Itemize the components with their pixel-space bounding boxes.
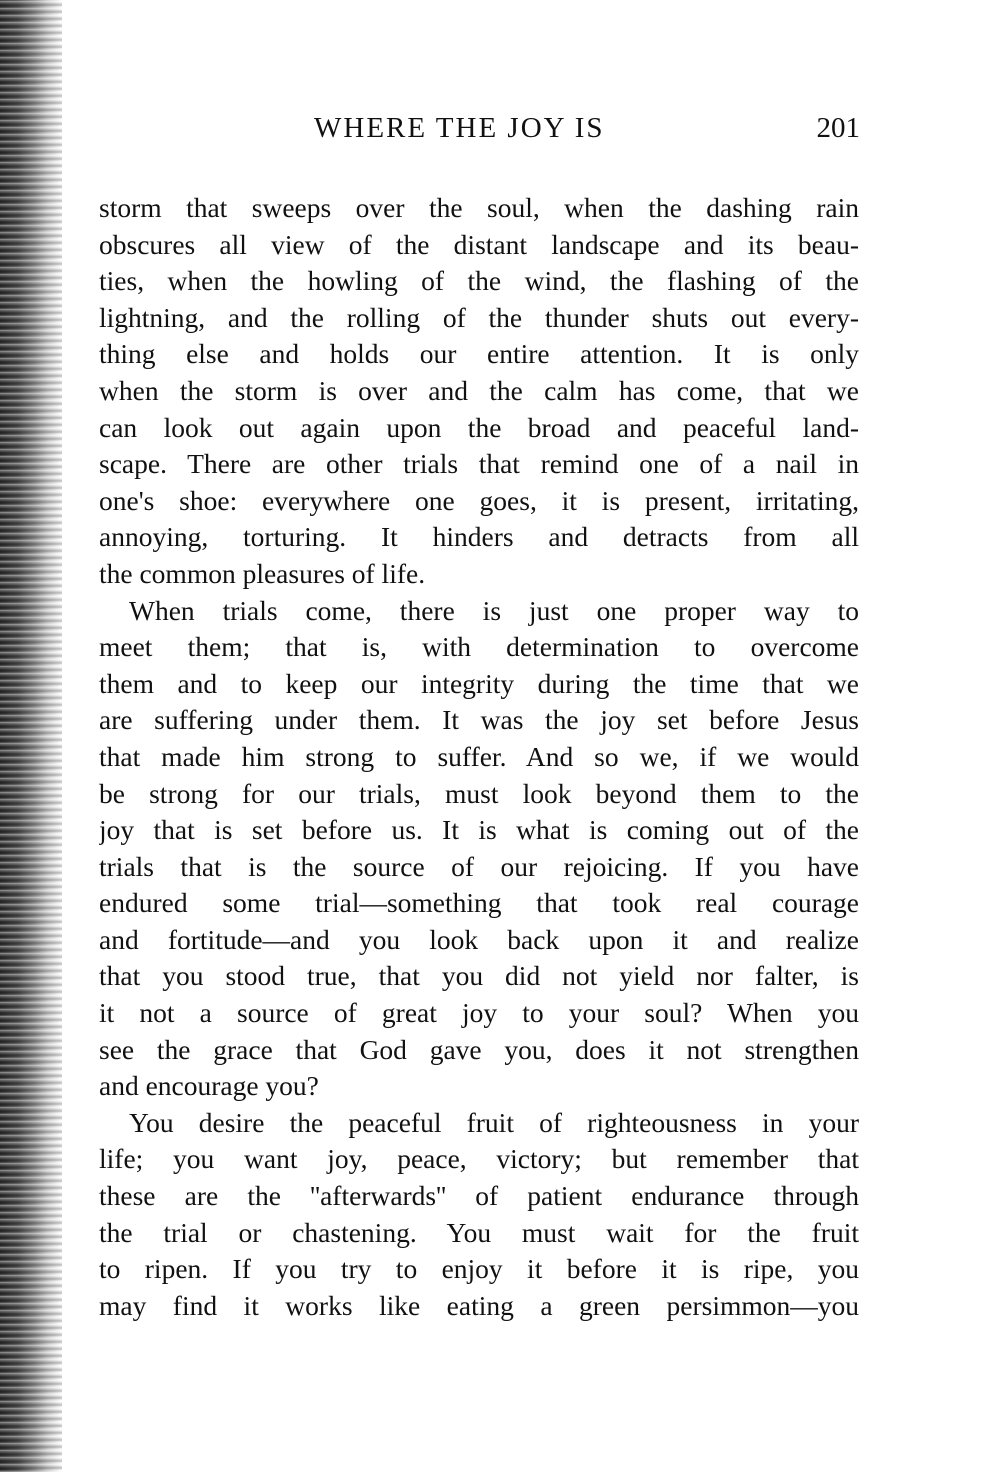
text-line: are suffering under them. It was the joy set before Jesus [99,704,859,736]
text-line: annoying, torturing. It hinders and detracts from all [99,521,859,553]
page-number: 201 [816,112,860,144]
text-line: these are the ''afterwards'' of patient endurance through [99,1180,859,1212]
text-line: can look out again upon the broad and peaceful land- [99,411,859,443]
text-line: lightning, and the rolling of the thunder shuts out every- [99,301,859,333]
text-line: joy that is set before us. It is what is coming out of the [99,814,859,846]
text-line: and encourage you? [99,1070,319,1102]
text-line: thing else and holds our entire attention. It is only [99,338,859,370]
text-line: that you stood true, that you did not yield nor falter, is [99,960,859,992]
text-line: scape. There are other trials that remind one of a nail in [99,448,859,480]
text-line: may find it works like eating a green persimmon—you [99,1289,859,1321]
running-title: WHERE THE JOY IS [314,112,605,144]
text-line: storm that sweeps over the soul, when the dashing rain [99,192,859,223]
page-header [100,112,860,156]
text-line: to ripen. If you try to enjoy it before it is ripe, you [99,1253,859,1285]
body-text [99,190,859,1324]
scanned-page-edge [0,0,62,1472]
text-line: ties, when the howling of the wind, the flashing of the [99,265,859,297]
text-line: endured some trial—something that took real courage [99,887,859,919]
text-line: life; you want joy, peace, victory; but remember that [99,1143,859,1175]
text-line: obscures all view of the distant landscape and its beau- [99,228,859,260]
text-line: see the grace that God gave you, does it not strengthen [99,1033,859,1065]
text-line: when the storm is over and the calm has come, that we [99,374,859,406]
text-line: the trial or chastening. You must wait for the fruit [99,1216,859,1248]
text-line: and fortitude—and you look back upon it and realize [99,923,859,955]
text-line: You desire the peaceful fruit of righteousness in your [129,1106,859,1138]
text-line: be strong for our trials, must look beyond them to the [99,777,859,809]
text-line: the common pleasures of life. [99,557,426,589]
text-line: that made him strong to suffer. And so we, if we would [99,740,859,772]
text-line: meet them; that is, with determination to overcome [99,631,859,663]
text-line: them and to keep our integrity during the time that we [99,667,859,699]
text-line: When trials come, there is just one proper way to [129,594,859,626]
text-line: it not a source of great joy to your soul? When you [99,997,859,1029]
text-line: one's shoe: everywhere one goes, it is present, irritating, [99,484,859,516]
text-line: trials that is the source of our rejoicing. If you have [99,850,859,882]
